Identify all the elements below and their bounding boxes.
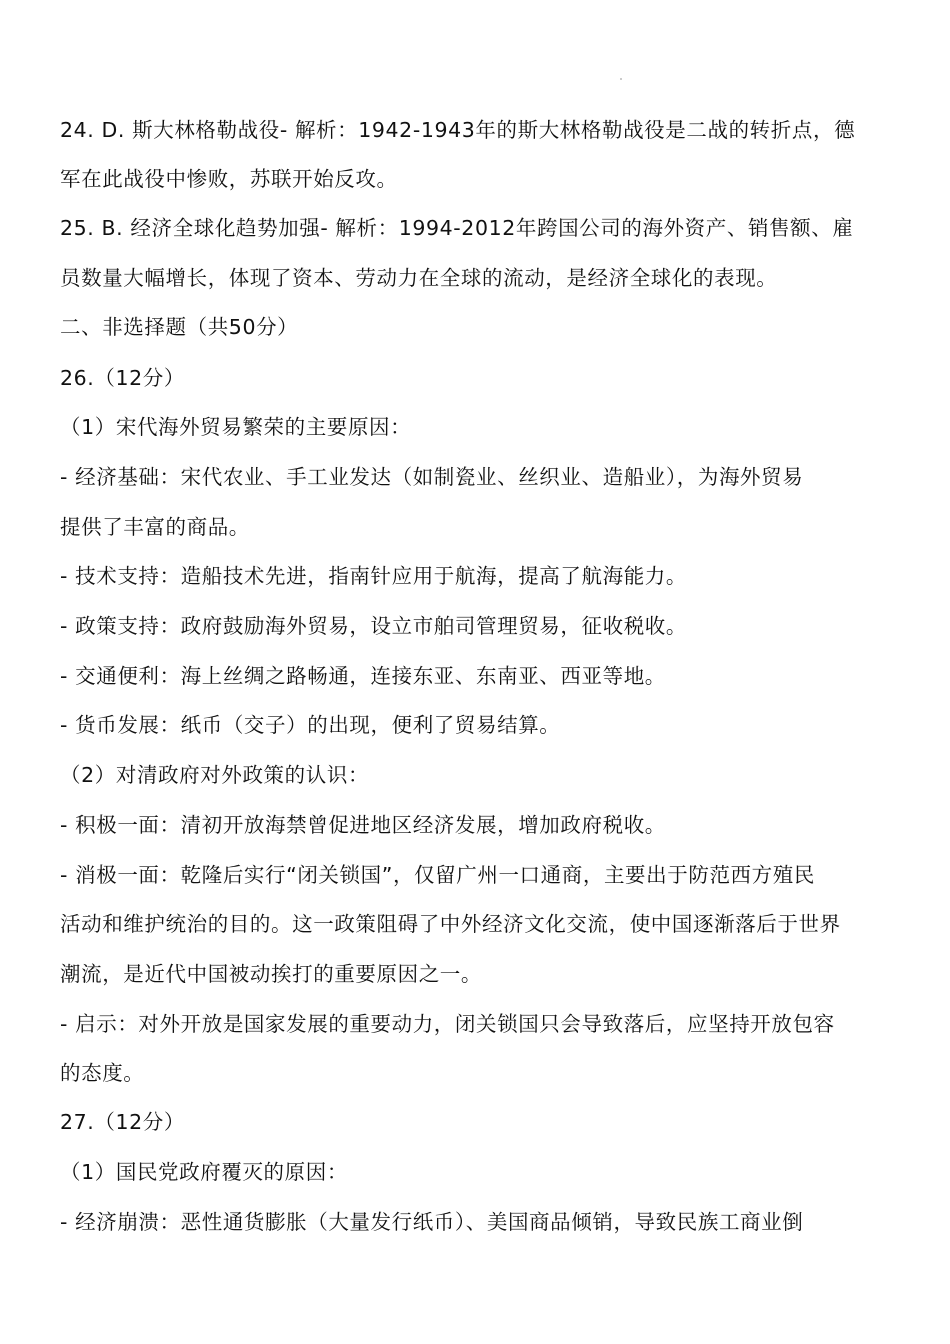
answer-25-line-1: 25. B. 经济全球化趋势加强- 解析：1994-2012年跨国公司的海外资产、销售额、雇 <box>60 216 854 240</box>
q26-currency: - 货币发展：纸币（交子）的出现，便利了贸易结算。 <box>60 713 561 737</box>
q27-economic-collapse-line-1: - 经济崩溃：恶性通货膨胀（大量发行纸币）、美国商品倾销，导致民族工商业倒 <box>60 1210 804 1234</box>
section-heading: 二、非选择题（共50分） <box>60 315 299 339</box>
question-26-heading: 26.（12分） <box>60 366 185 390</box>
q26-lesson-line-1: - 启示：对外开放是国家发展的重要动力，闭关锁国只会导致落后，应坚持开放包容 <box>60 1012 835 1036</box>
q26-negative-side-line-1: - 消极一面：乾隆后实行“闭关锁国”，仅留广州一口通商，主要出于防范西方殖民 <box>60 863 815 887</box>
q26-positive-side: - 积极一面：清初开放海禁曾促进地区经济发展，增加政府税收。 <box>60 813 666 837</box>
q26-negative-side-line-2: 活动和维护统治的目的。这一政策阻碍了中外经济文化交流，使中国逐渐落后于世界 <box>60 912 841 936</box>
answer-25-line-2: 员数量大幅增长，体现了资本、劳动力在全球的流动，是经济全球化的表现。 <box>60 266 778 290</box>
q27-part1-heading: （1）国民党政府覆灭的原因： <box>60 1160 348 1184</box>
q26-negative-side-line-3: 潮流，是近代中国被动挨打的重要原因之一。 <box>60 962 482 986</box>
q26-tech-support: - 技术支持：造船技术先进，指南针应用于航海，提高了航海能力。 <box>60 564 688 588</box>
q26-part2-heading: （2）对清政府对外政策的认识： <box>60 763 370 787</box>
answer-24-line-1: 24. D. 斯大林格勒战役- 解析：1942-1943年的斯大林格勒战役是二战的转折点，德 <box>60 118 856 142</box>
q26-transport: - 交通便利：海上丝绸之路畅通，连接东亚、东南亚、西亚等地。 <box>60 664 666 688</box>
question-27-heading: 27.（12分） <box>60 1110 185 1134</box>
q26-economic-basis-line-2: 提供了丰富的商品。 <box>60 515 250 539</box>
q26-economic-basis-line-1: - 经济基础：宋代农业、手工业发达（如制瓷业、丝织业、造船业），为海外贸易 <box>60 465 804 489</box>
speck-mark <box>620 78 622 80</box>
q26-part1-heading: （1）宋代海外贸易繁荣的主要原因： <box>60 415 412 439</box>
answer-24-line-2: 军在此战役中惨败，苏联开始反攻。 <box>60 167 398 191</box>
q26-policy-support: - 政策支持：政府鼓励海外贸易，设立市舶司管理贸易，征收税收。 <box>60 614 688 638</box>
q26-lesson-line-2: 的态度。 <box>60 1061 145 1085</box>
